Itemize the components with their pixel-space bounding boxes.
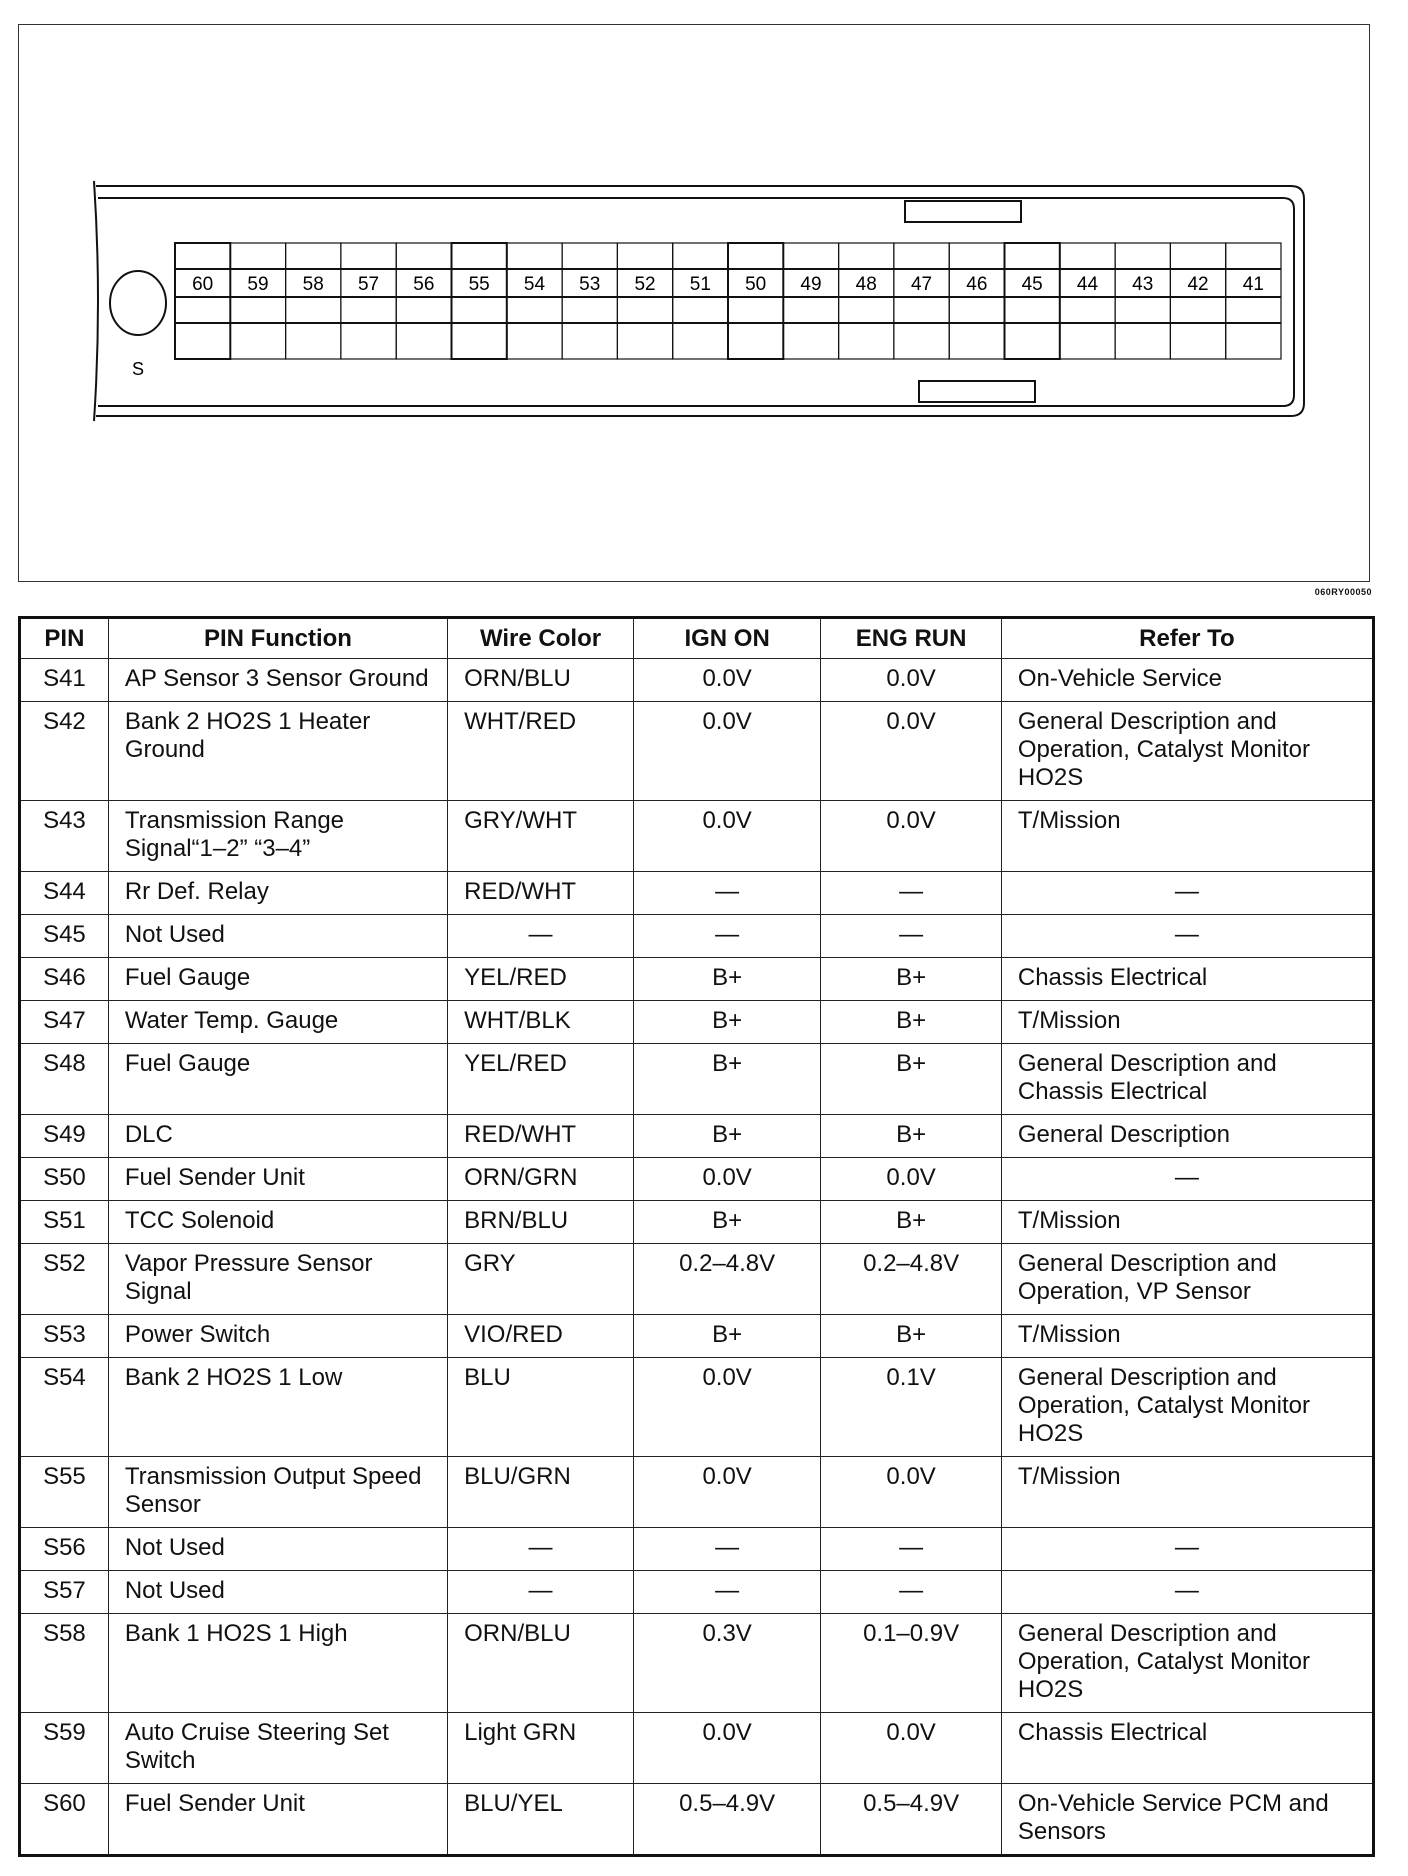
table-row — [20, 1528, 1374, 1571]
pin-number: 49 — [800, 274, 822, 295]
cell-ign-on: 0.0V — [633, 1158, 820, 1201]
cell-wire-color: RED/WHT — [448, 872, 634, 915]
pin-cell — [396, 243, 451, 359]
table-row — [20, 659, 1374, 702]
pin-cell — [1170, 243, 1225, 359]
cell-eng-run: — — [821, 1571, 1002, 1614]
cell-refer-to: — — [1001, 1528, 1373, 1571]
cell-pin-function: Fuel Gauge — [108, 1044, 447, 1115]
table-row — [20, 958, 1374, 1001]
connector-shell-outer — [96, 186, 1304, 416]
table-row — [20, 872, 1374, 915]
cell-refer-to: Chassis Electrical — [1001, 1713, 1373, 1784]
cell-refer-to: On-Vehicle Service PCM and Sensors — [1001, 1784, 1373, 1856]
cell-eng-run: 0.1V — [821, 1358, 1002, 1457]
pin-cell — [783, 243, 838, 359]
cell-wire-color: BRN/BLU — [448, 1201, 634, 1244]
pin-number: 42 — [1187, 274, 1209, 295]
cell-refer-to: — — [1001, 872, 1373, 915]
cell-pin: S45 — [20, 915, 109, 958]
table-row — [20, 1571, 1374, 1614]
cell-eng-run: B+ — [821, 1201, 1002, 1244]
cell-ign-on: 0.3V — [633, 1614, 820, 1713]
cell-eng-run: 0.1–0.9V — [821, 1614, 1002, 1713]
pin-number: 50 — [745, 274, 767, 295]
pin-number: 48 — [855, 274, 877, 295]
cell-pin: S51 — [20, 1201, 109, 1244]
figure-code: 060RY00050 — [1314, 587, 1372, 597]
cell-pin: S59 — [20, 1713, 109, 1784]
table-row — [20, 1001, 1374, 1044]
cell-ign-on: B+ — [633, 1044, 820, 1115]
table-row — [20, 1158, 1374, 1201]
cell-pin-function: Vapor Pressure Sensor Signal — [108, 1244, 447, 1315]
cell-wire-color: WHT/BLK — [448, 1001, 634, 1044]
pin-number: 55 — [468, 274, 490, 295]
cell-pin: S57 — [20, 1571, 109, 1614]
cell-ign-on: 0.0V — [633, 1358, 820, 1457]
pin-number: 57 — [357, 274, 380, 295]
cell-wire-color: GRY/WHT — [448, 801, 634, 872]
pin-number: 41 — [1242, 274, 1264, 295]
column-header-pin-function: PIN Function — [108, 618, 447, 659]
cell-refer-to: General Description and Operation, Catalyst Monitor HO2S — [1001, 702, 1373, 801]
cell-ign-on: B+ — [633, 1315, 820, 1358]
pin-cell — [286, 243, 341, 359]
pin-number: 43 — [1132, 274, 1154, 295]
cell-refer-to: T/Mission — [1001, 1201, 1373, 1244]
cell-wire-color: — — [448, 915, 634, 958]
table-row — [20, 1614, 1374, 1713]
connector-drawing — [1, 1, 1408, 601]
pin-cell — [341, 243, 396, 359]
cell-pin: S56 — [20, 1528, 109, 1571]
cell-pin-function: Fuel Gauge — [108, 958, 447, 1001]
pin-cell — [1005, 243, 1060, 359]
pin-number: 60 — [192, 274, 214, 295]
pin-cell — [507, 243, 562, 359]
cell-pin: S52 — [20, 1244, 109, 1315]
cell-eng-run: 0.0V — [821, 1158, 1002, 1201]
cell-ign-on: B+ — [633, 1201, 820, 1244]
cell-eng-run: 0.0V — [821, 702, 1002, 801]
locking-tab-top — [905, 201, 1021, 222]
cell-refer-to: General Description and Operation, Catalyst Monitor HO2S — [1001, 1358, 1373, 1457]
cell-wire-color: BLU/YEL — [448, 1784, 634, 1856]
cell-refer-to: — — [1001, 915, 1373, 958]
cell-refer-to: — — [1001, 1571, 1373, 1614]
cell-pin: S58 — [20, 1614, 109, 1713]
cell-pin-function: Not Used — [108, 1528, 447, 1571]
cell-pin-function: Transmission Range Signal“1–2” “3–4” — [108, 801, 447, 872]
table-row — [20, 1457, 1374, 1528]
cell-wire-color: WHT/RED — [448, 702, 634, 801]
pin-cell — [1060, 243, 1115, 359]
cell-wire-color: BLU/GRN — [448, 1457, 634, 1528]
pin-cell — [562, 243, 617, 359]
table-row — [20, 915, 1374, 958]
cell-pin-function: Rr Def. Relay — [108, 872, 447, 915]
cell-refer-to: T/Mission — [1001, 1001, 1373, 1044]
cell-ign-on: — — [633, 1528, 820, 1571]
table-header-row — [20, 618, 1374, 659]
cell-eng-run: B+ — [821, 1001, 1002, 1044]
pin-number: 56 — [413, 274, 435, 295]
pin-number: 46 — [966, 274, 988, 295]
cell-pin: S43 — [20, 801, 109, 872]
pin-cell — [175, 243, 230, 359]
cell-pin: S42 — [20, 702, 109, 801]
cell-wire-color: Light GRN — [448, 1713, 634, 1784]
cell-eng-run: B+ — [821, 958, 1002, 1001]
cell-ign-on: — — [633, 915, 820, 958]
connector-shell-edge — [94, 181, 98, 421]
cell-eng-run: 0.0V — [821, 659, 1002, 702]
cell-eng-run: B+ — [821, 1044, 1002, 1115]
cell-wire-color: — — [448, 1528, 634, 1571]
cell-pin-function: Transmission Output Speed Sensor — [108, 1457, 447, 1528]
pin-number: 54 — [523, 274, 546, 295]
cell-wire-color: ORN/GRN — [448, 1158, 634, 1201]
cell-ign-on: B+ — [633, 1115, 820, 1158]
cell-pin-function: Fuel Sender Unit — [108, 1784, 447, 1856]
cell-wire-color: ORN/BLU — [448, 1614, 634, 1713]
pin-cell — [452, 243, 507, 359]
pin-cell — [230, 243, 285, 359]
pin-cell — [949, 243, 1004, 359]
pin-number: 53 — [579, 274, 601, 295]
cell-pin-function: Bank 1 HO2S 1 High — [108, 1614, 447, 1713]
pin-cell — [1115, 243, 1170, 359]
cell-refer-to: General Description — [1001, 1115, 1373, 1158]
cell-eng-run: — — [821, 1528, 1002, 1571]
cell-refer-to: Chassis Electrical — [1001, 958, 1373, 1001]
cell-wire-color: ORN/BLU — [448, 659, 634, 702]
cell-wire-color: YEL/RED — [448, 1044, 634, 1115]
cell-wire-color: GRY — [448, 1244, 634, 1315]
cell-eng-run: B+ — [821, 1115, 1002, 1158]
cell-eng-run: — — [821, 915, 1002, 958]
pin-number: 51 — [689, 274, 711, 295]
cell-refer-to: — — [1001, 1158, 1373, 1201]
cell-pin: S50 — [20, 1158, 109, 1201]
table-row — [20, 1044, 1374, 1115]
cell-ign-on: 0.0V — [633, 1713, 820, 1784]
cell-pin-function: DLC — [108, 1115, 447, 1158]
cell-wire-color: YEL/RED — [448, 958, 634, 1001]
pin-cell — [673, 243, 728, 359]
locking-tab-bottom — [919, 381, 1035, 402]
pin-cell — [617, 243, 672, 359]
pin-number: 52 — [634, 274, 656, 295]
cell-eng-run: B+ — [821, 1315, 1002, 1358]
cell-ign-on: 0.0V — [633, 1457, 820, 1528]
cell-pin-function: Fuel Sender Unit — [108, 1158, 447, 1201]
cell-ign-on: — — [633, 1571, 820, 1614]
table-row — [20, 1201, 1374, 1244]
cell-pin-function: Bank 2 HO2S 1 Heater Ground — [108, 702, 447, 801]
cell-refer-to: T/Mission — [1001, 1315, 1373, 1358]
cell-eng-run: 0.5–4.9V — [821, 1784, 1002, 1856]
cell-ign-on: 0.5–4.9V — [633, 1784, 820, 1856]
cell-pin-function: TCC Solenoid — [108, 1201, 447, 1244]
pin-cell — [728, 243, 783, 359]
column-header-pin: PIN — [20, 618, 109, 659]
connector-diagram — [18, 24, 1370, 582]
cell-pin: S41 — [20, 659, 109, 702]
cell-wire-color: VIO/RED — [448, 1315, 634, 1358]
cell-ign-on: 0.0V — [633, 659, 820, 702]
cell-refer-to: General Description and Chassis Electrical — [1001, 1044, 1373, 1115]
cell-pin: S46 — [20, 958, 109, 1001]
cell-refer-to: On-Vehicle Service — [1001, 659, 1373, 702]
pin-number: 45 — [1021, 274, 1043, 295]
cell-ign-on: 0.0V — [633, 702, 820, 801]
table-row — [20, 1784, 1374, 1856]
cell-ign-on: — — [633, 872, 820, 915]
cell-wire-color: RED/WHT — [448, 1115, 634, 1158]
cell-eng-run: 0.2–4.8V — [821, 1244, 1002, 1315]
table-row — [20, 1358, 1374, 1457]
cell-pin: S47 — [20, 1001, 109, 1044]
cell-eng-run: — — [821, 872, 1002, 915]
cell-pin-function: Power Switch — [108, 1315, 447, 1358]
pin-grid — [175, 243, 1281, 359]
cell-pin: S60 — [20, 1784, 109, 1856]
cell-pin: S54 — [20, 1358, 109, 1457]
table-row — [20, 1115, 1374, 1158]
table-row — [20, 1713, 1374, 1784]
column-header-refer-to: Refer To — [1001, 618, 1373, 659]
cell-pin-function: AP Sensor 3 Sensor Ground — [108, 659, 447, 702]
pin-table — [18, 616, 1375, 1857]
cell-ign-on: 0.0V — [633, 801, 820, 872]
pin-number: 58 — [302, 274, 324, 295]
table-row — [20, 702, 1374, 801]
connector-key-circle — [110, 271, 166, 335]
table-row — [20, 801, 1374, 872]
connector-side-label: S — [131, 359, 145, 379]
cell-pin-function: Not Used — [108, 1571, 447, 1614]
pin-number: 59 — [247, 274, 269, 295]
column-header-eng-run: ENG RUN — [821, 618, 1002, 659]
cell-pin: S44 — [20, 872, 109, 915]
table-row — [20, 1315, 1374, 1358]
cell-pin-function: Not Used — [108, 915, 447, 958]
cell-refer-to: T/Mission — [1001, 1457, 1373, 1528]
cell-eng-run: 0.0V — [821, 1713, 1002, 1784]
cell-pin: S49 — [20, 1115, 109, 1158]
cell-ign-on: 0.2–4.8V — [633, 1244, 820, 1315]
column-header-wire-color: Wire Color — [448, 618, 634, 659]
cell-eng-run: 0.0V — [821, 801, 1002, 872]
cell-ign-on: B+ — [633, 1001, 820, 1044]
cell-ign-on: B+ — [633, 958, 820, 1001]
table-row — [20, 1244, 1374, 1315]
cell-pin: S53 — [20, 1315, 109, 1358]
cell-pin-function: Auto Cruise Steering Set Switch — [108, 1713, 447, 1784]
pin-number: 47 — [910, 274, 933, 295]
cell-refer-to: General Description and Operation, VP Sensor — [1001, 1244, 1373, 1315]
cell-pin: S48 — [20, 1044, 109, 1115]
cell-refer-to: T/Mission — [1001, 801, 1373, 872]
pin-cell — [839, 243, 894, 359]
cell-wire-color: — — [448, 1571, 634, 1614]
cell-pin: S55 — [20, 1457, 109, 1528]
cell-eng-run: 0.0V — [821, 1457, 1002, 1528]
cell-refer-to: General Description and Operation, Catalyst Monitor HO2S — [1001, 1614, 1373, 1713]
cell-pin-function: Bank 2 HO2S 1 Low — [108, 1358, 447, 1457]
cell-wire-color: BLU — [448, 1358, 634, 1457]
pin-cell — [1226, 243, 1281, 359]
pin-number: 44 — [1076, 274, 1099, 295]
column-header-ign-on: IGN ON — [633, 618, 820, 659]
cell-pin-function: Water Temp. Gauge — [108, 1001, 447, 1044]
pin-cell — [894, 243, 949, 359]
